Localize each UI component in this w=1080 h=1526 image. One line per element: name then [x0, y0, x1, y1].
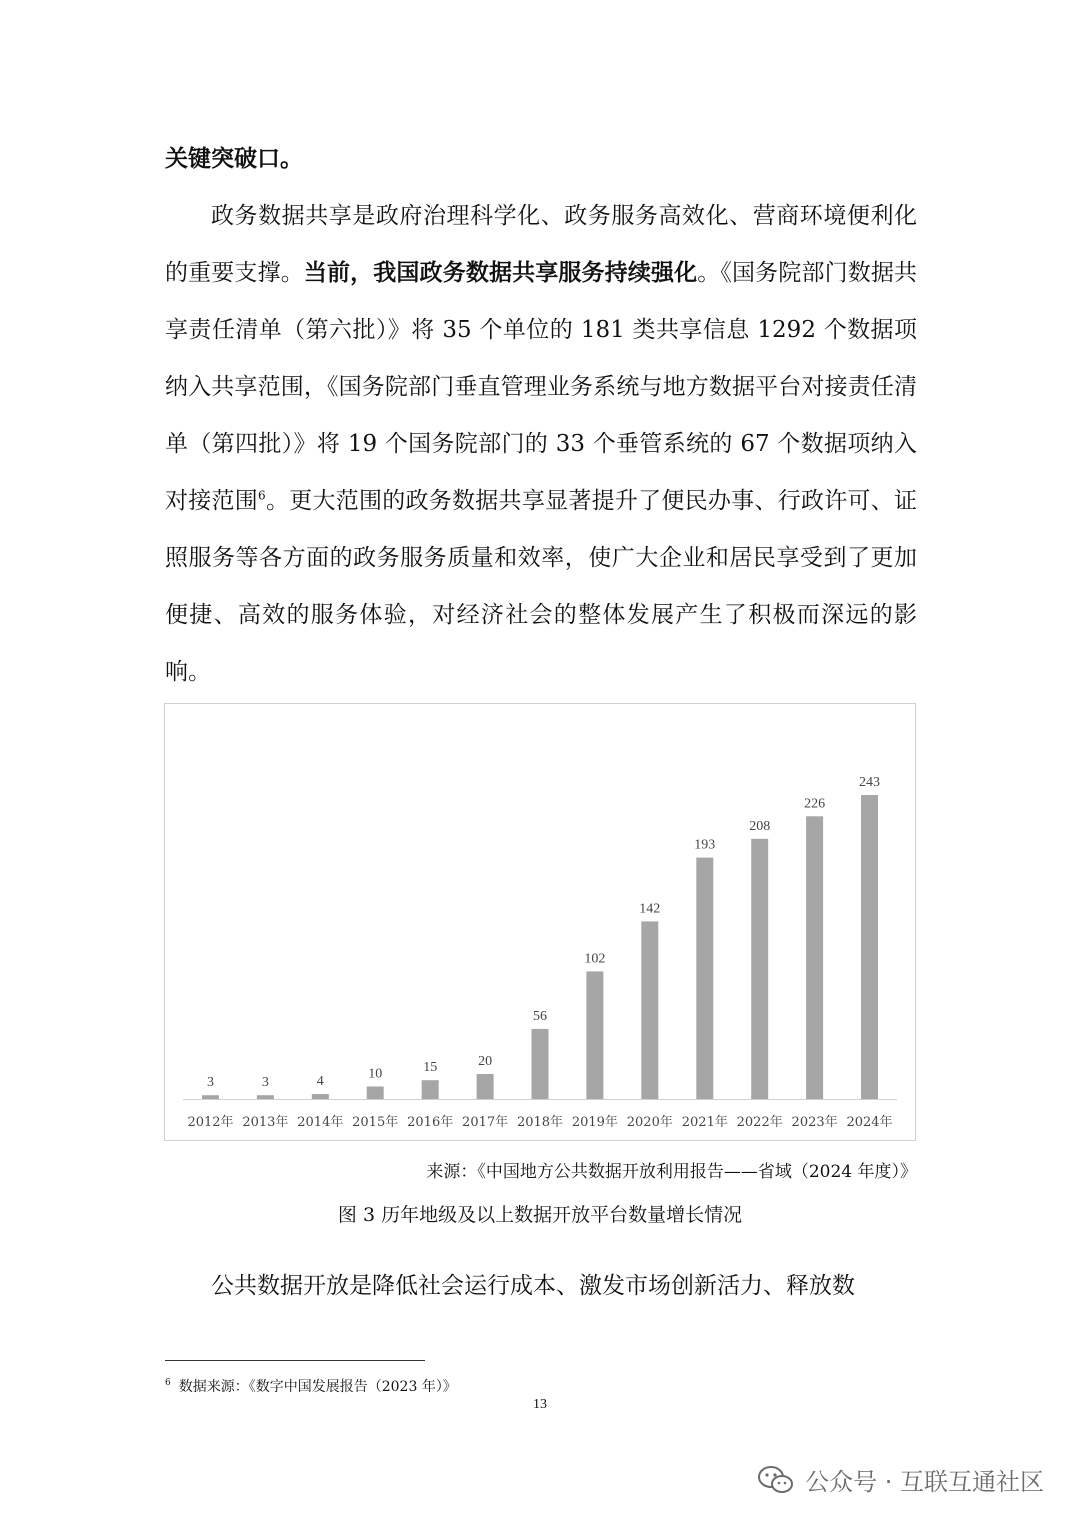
data-label-2015年: 10 — [368, 1066, 383, 1082]
bar-2021年 — [696, 858, 713, 1099]
bar-2022年 — [751, 839, 768, 1099]
x-tick-label-2023年: 2023年 — [791, 1115, 838, 1130]
bar-chart — [164, 703, 916, 1141]
footnote-divider — [165, 1360, 425, 1361]
paragraph-continuation-text: 关键突破口。 — [165, 146, 303, 172]
figure-caption: 图 3 历年地级及以上数据开放平台数量增长情况 — [337, 1204, 743, 1226]
x-tick-label-2016年: 2016年 — [407, 1115, 454, 1130]
x-tick-label-2013年: 2013年 — [242, 1115, 289, 1130]
paragraph-open-data-text: 公共数据开放是降低社会运行成本、激发市场创新活力、释放数 — [211, 1273, 855, 1299]
x-tick-label-2014年: 2014年 — [297, 1115, 344, 1130]
paragraph-text-c: 。更大范围的政务数据共享显著提升了便民办事、行政许可、证照服务等各方面的政务服务质量和效率，使广大企业和居民享受到了更加便捷、高效的服务体验，对经济社会的整体发展产生了积极而深远的影响。 — [165, 488, 918, 685]
x-tick-label-2019年: 2019年 — [571, 1115, 618, 1130]
paragraph-bold-text: 当前，我国政务数据共享服务持续强化 — [303, 260, 698, 286]
x-tick-label-2021年: 2021年 — [681, 1115, 728, 1130]
data-label-2012年: 3 — [207, 1075, 214, 1091]
watermark — [757, 1462, 1044, 1497]
paragraph-open-data — [165, 1258, 917, 1315]
data-label-2017年: 20 — [478, 1054, 493, 1069]
bar-2024年 — [861, 795, 878, 1099]
data-label-2023年: 226 — [804, 796, 826, 812]
data-label-2013年: 3 — [261, 1075, 269, 1091]
x-tick-label-2018年: 2018年 — [516, 1115, 564, 1130]
data-label-2020年: 142 — [639, 901, 661, 917]
bar-2013年 — [257, 1095, 274, 1099]
bar-2019年 — [586, 971, 603, 1099]
x-tick-label-2012年: 2012年 — [187, 1115, 234, 1130]
footnote-number: 6 — [165, 1378, 171, 1389]
data-label-2021年: 193 — [694, 837, 716, 853]
wechat-icon — [757, 1465, 795, 1495]
data-label-2016年: 15 — [423, 1060, 438, 1076]
bar-2014年 — [312, 1094, 329, 1099]
bar-2012年 — [202, 1095, 219, 1099]
watermark-text: 公众号 · 互联互通社区 — [805, 1468, 1044, 1496]
data-label-2019年: 102 — [584, 951, 606, 967]
bar-2016年 — [422, 1080, 439, 1099]
bar-2023年 — [806, 816, 823, 1099]
bar-2015年 — [367, 1087, 384, 1100]
footnote — [165, 1376, 457, 1396]
footnote-ref: 6 — [258, 488, 266, 503]
x-tick-label-2024年: 2024年 — [846, 1115, 893, 1130]
data-label-2024年: 243 — [859, 775, 880, 790]
x-tick-label-2017年: 2017年 — [462, 1115, 509, 1130]
chart-source: 来源：《中国地方公共数据开放利用报告——省域（2024 年度）》 — [426, 1162, 917, 1182]
paragraph-text-a: 政务数据共享是政府治理科学化、政务服务高效化、营商环境便利化的重要支撑。 — [165, 203, 917, 286]
paragraph-continuation — [165, 131, 917, 188]
data-label-2014年: 4 — [316, 1074, 324, 1089]
paragraph-text-b: 。《国务院部门数据共享责任清单（第六批）》将 35 个单位的 181 类共享信息 1292 个数据项纳入共享范围，《国务院部门垂直管理业务系统与地方数据平台对接责任清单（第四批）》将 19 个国务院部门的 33 个垂管系统的 67 个数据项纳入对接范围 — [165, 260, 917, 514]
bar-chart-svg — [165, 704, 915, 1140]
paragraph-data-sharing — [165, 188, 917, 701]
bar-2017年 — [477, 1074, 494, 1099]
bar-2020年 — [641, 921, 658, 1099]
page-number: 13 — [533, 1397, 547, 1412]
x-tick-label-2020年: 2020年 — [626, 1115, 673, 1130]
bar-2018年 — [532, 1029, 549, 1099]
x-tick-label-2022年: 2022年 — [736, 1115, 783, 1130]
x-tick-label-2015年: 2015年 — [352, 1115, 399, 1130]
footnote-text: 数据来源：《数字中国发展报告（2023 年）》 — [178, 1379, 457, 1395]
data-label-2022年: 208 — [749, 818, 771, 834]
data-label-2018年: 56 — [533, 1008, 547, 1024]
